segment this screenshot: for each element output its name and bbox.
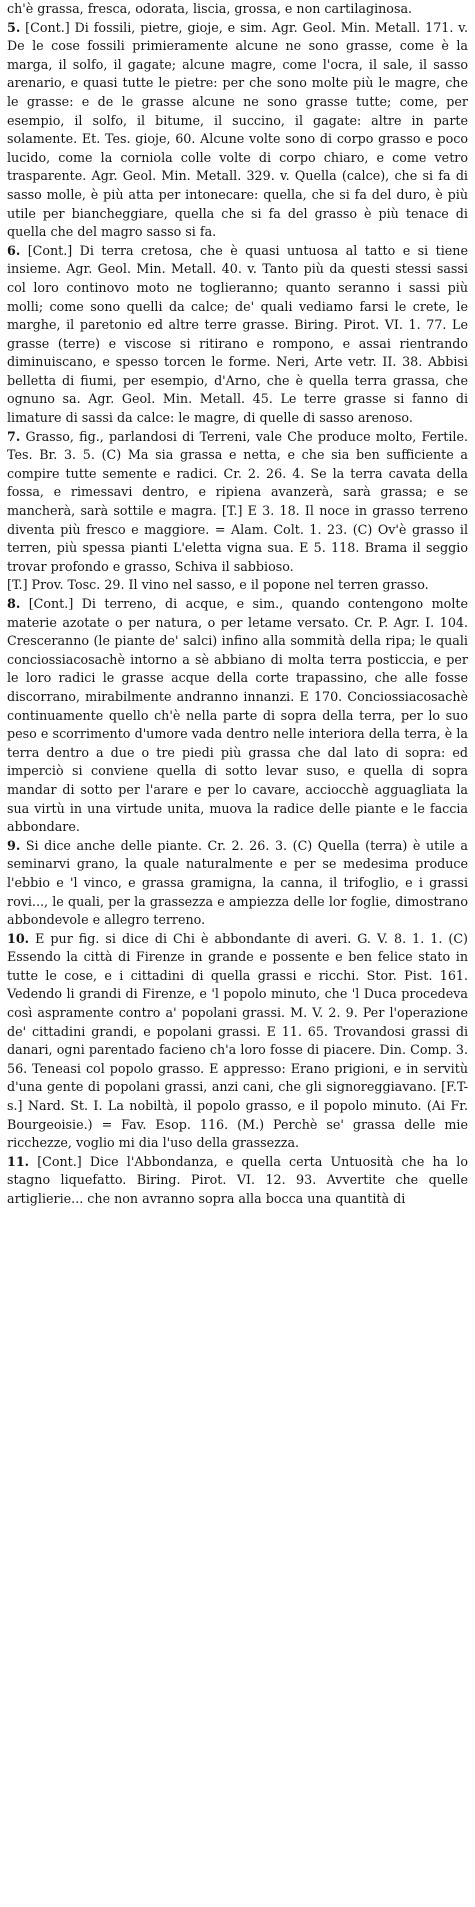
entry-text: [T.] Prov. Tosc. 29. Il vino nel sasso, e il popone nel terren grasso.: [7, 577, 429, 593]
entry-text: [Cont.] Di terra cretosa, che è quasi untuosa al tatto e si tiene insieme. Agr. Geol. Min. Metall. 40. v. Tanto più da questi stessi sassi col loro continovo moto ne toglieranno; quanto seranno i sassi più molli; come sono quelli da calce; de' quali vediamo farsi le crete, le marghe, il paretonio ed altre terre grasse. Biring. Pirot. VI. 1. 77. Le grasse (terre) e viscose si ritirano e rompono, e assai rientrando diminuiscano, e spesso torcen le forme. Neri, Arte vetr. II. 38. Abbisi belletta di fiumi, per esempio, d'Arno, che è quella terra grassa, che ognuno sa. Agr. Geol. Min. Metall. 45. Le terre grasse si fanno di limature di sassi da calce: le magre, di quelle di sasso arenoso.: [7, 242, 468, 426]
sense-number: 8.: [7, 596, 21, 611]
sense-number: 9.: [7, 837, 21, 853]
sense-number: 7.: [7, 428, 21, 444]
entry-sense-7-proverb: [7, 576, 468, 595]
entry-text: E pur fig. si dice di Chi è abbondante di averi. G. V. 8. 1. 1. (C) Essendo la città di Firenze in grande e possente e ben felice stato in tutte le cose, e i cittadini di quella grassi e ricchi. Stor. Pist. 161. Vedendo li grandi di Firenze, e 'l popolo minuto, che 'l Duca procedeva così aspramente contro a' popolani grassi. M. V. 2. 9. Per l'operazione de' cittadini grandi, e popolani grassi. E 11. 65. Trovandosi grassi di danari, ogni parentado facieno ch'a loro fosse di piacere. Din. Comp. 3. 56. Teneasi col popolo grasso. E appresso: Erano prigioni, e in servitù d'una gente di popolani grassi, anzi cani, che gli signoreggiavano. [F.T-s.] Nard. St. I. La nobiltà, il popolo grasso, e il popolo minuto. (Ai Fr. Bourgeoisie.) = Fav. Esop. 116. (M.) Perchè se' grassa delle mie ricchezze, voglio mi dia l'uso della grassezza.: [7, 930, 468, 1151]
entry-sense-11: [7, 1153, 468, 1209]
entry-sense-8: [7, 595, 468, 837]
entry-sense-9: [7, 837, 468, 930]
sense-number: 6.: [7, 242, 21, 258]
entry-text: ch'è grassa, fresca, odorata, liscia, grossa, e non cartilaginosa.: [7, 1, 413, 16]
entry-text: [Cont.] Di fossili, pietre, gioje, e sim. Agr. Geol. Min. Metall. 171. v. De le cose fossili primieramente alcune ne sono grasse, come è la marga, il solfo, il gagate; alcune magre, come l'ocra, il sale, il sasso arenario, e quasi tutte le pietre: per che sono molte più le magre, che le grasse: e de le grasse alcune ne sono grasse tutte; come, per esempio, il solfo, il bitume, il succino, il gagate: altre in parte solamente. Et. Tes. gioje, 60. Alcune volte sono di corpo grasso e poco lucido, come la corniola colle volte di corpo chiaro, e come vetro trasparente. Agr. Geol. Min. Metall. 329. v. Quella (calce), che si fa di sasso molle, è più atta per intonecare: quella, che si fa del duro, è più utile per biancheggiare, quella che si fa del grasso è più tenace di quella che del magro sasso si fa.: [7, 19, 468, 240]
sense-number: 11.: [7, 1153, 30, 1169]
entry-continuation: [7, 0, 468, 19]
entry-text: [Cont.] Dice l'Abbondanza, e quella certa Untuosità che ha lo stagno liquefatto. Biring. Pirot. VI. 12. 93. Avvertite che quelle artiglierie... che non avranno sopra alla bocca una quantità di: [7, 1153, 468, 1206]
entry-text: [Cont.] Di terreno, di acque, e sim., quando contengono molte materie azotate o per natura, o per letame versato. Cr. P. Agr. I. 104. Cresceranno (le piante de' salci) infino alla sommità della ripa; le quali conciossiacosachè intorno a sè abbiano di molta terra posticcia, e per le loro radici le grasse acque della corte trapassino, che alle fosse discorrano, mirabilmente andranno innanzi. E 170. Conciossiacosachè continuamente quello ch'è nella parte di sopra della terra, per lo suo peso e scorrimento d'umore vada dentro nelle interiora della terra, è la terra dentro a due o tre piedi più grassa che dal lato di sopra: ed imperciò si conviene quella di sotto levar suso, e quella di sopra mandar di sotto per l'arare e per lo cavare, acciocchè agguagliata la sua virtù in una virtude unita, muova la radice delle piante e le faccia abbondare.: [7, 596, 468, 835]
entry-text: Si dice anche delle piante. Cr. 2. 26. 3. (C) Quella (terra) è utile a seminarvi grano, la quale naturalmente e per se medesima produce l'ebbio e 'l vinco, e grassa gramigna, la canna, il trifoglio, e i grassi rovi..., le quali, per la grassezza e ampiezza delle lor foglie, dimostrano abbondevole e allegro terreno.: [7, 837, 468, 928]
entry-sense-7: [7, 428, 468, 577]
sense-number: 10.: [7, 930, 30, 946]
sense-number: 5.: [7, 19, 21, 35]
entry-sense-6: [7, 242, 468, 428]
entry-sense-10: [7, 930, 468, 1153]
entry-sense-5: [7, 19, 468, 242]
entry-text: Grasso, fig., parlandosi di Terreni, vale Che produce molto, Fertile. Tes. Br. 3. 5. (C) Ma sia grassa e netta, e che sia ben sufficiente a compire tutte semente e radici. Cr. 2. 26. 4. Se la terra cavata della fossa, e rimessavi dentro, e ripiena avanzerà, sarà grassa; e se mancherà, sarà sottile e magra. [T.] E 3. 18. Il noce in grasso terreno diventa più fresco e maggiore. = Alam. Colt. 1. 23. (C) Ov'è grasso il terren, più spessa pianti L'eletta vigna sua. E 5. 118. Brama il seggio trovar profondo e grasso, Schiva il sabbioso.: [7, 428, 468, 574]
